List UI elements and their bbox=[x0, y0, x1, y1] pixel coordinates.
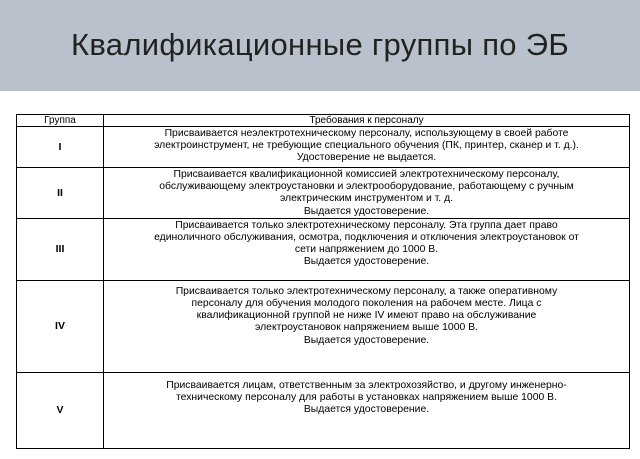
requirements-cell bbox=[104, 127, 630, 168]
table-row bbox=[17, 168, 630, 219]
requirement-line: сети напряжением до 1000 В. bbox=[294, 244, 439, 256]
requirement-line: техническому персоналу для работы в установках напряжением выше 1000 В. bbox=[176, 392, 557, 404]
table-row bbox=[17, 127, 630, 168]
requirement-line: электроустановок напряжением выше 1000 В. bbox=[255, 322, 478, 334]
header-group: Группа bbox=[17, 115, 104, 127]
requirement-line: Выдается удостоверение. bbox=[303, 334, 430, 346]
table-header-row bbox=[17, 115, 630, 127]
group-cell: I bbox=[17, 127, 104, 168]
requirement-line: электроинструмент, не требующие специального обучения (ПК, принтер, сканер и т. д.). bbox=[154, 140, 579, 152]
requirements-cell bbox=[104, 218, 630, 280]
requirements-cell bbox=[104, 168, 630, 219]
group-cell: II bbox=[17, 168, 104, 219]
requirement-line: Присваивается только электротехническому персоналу. Эта группа дает право bbox=[175, 219, 558, 231]
requirement-line: Присваивается только электротехническому персоналу, а также оперативному bbox=[175, 285, 558, 297]
requirements-cell bbox=[104, 372, 630, 448]
group-cell: IV bbox=[17, 280, 104, 372]
table-row bbox=[17, 218, 630, 280]
requirement-line: квалификационной группой не ниже IV имеют право на обслуживание bbox=[196, 310, 537, 322]
requirement-line: Выдается удостоверение. bbox=[303, 205, 430, 217]
requirements-cell bbox=[104, 280, 630, 372]
qualification-groups-table bbox=[16, 114, 630, 449]
requirement-line: Присваивается лицам, ответственным за электрохозяйство, и другому инженерно- bbox=[166, 379, 567, 391]
table-row bbox=[17, 280, 630, 372]
header-requirements: Требования к персоналу bbox=[104, 115, 630, 127]
requirement-line: электрическим инструментом и т. д. bbox=[279, 193, 454, 205]
requirement-line: Выдается удостоверение. bbox=[303, 256, 430, 268]
group-cell: III bbox=[17, 218, 104, 280]
group-cell: V bbox=[17, 372, 104, 448]
table-row bbox=[17, 372, 630, 448]
requirement-line: Выдается удостоверение. bbox=[303, 404, 430, 416]
requirement-line: Присваивается квалификационной комиссией электротехническому персоналу, bbox=[173, 169, 560, 180]
slide-content bbox=[0, 91, 640, 459]
requirement-line: обслуживающему электроустановки и электрооборудование, работающему с ручным bbox=[159, 181, 574, 193]
requirement-line: персоналу для обучения молодого поколения на рабочем месте. Лица с bbox=[191, 298, 542, 310]
slide-title: Квалификационные группы по ЭБ bbox=[71, 26, 569, 62]
requirement-line: Присваивается неэлектротехническому персоналу, использующему в своей работе bbox=[164, 128, 569, 139]
requirement-line: единоличного обслуживания, осмотра, подключения и отключения электроустановок от bbox=[154, 232, 579, 244]
requirement-line: Удостоверение не выдается. bbox=[296, 152, 437, 164]
